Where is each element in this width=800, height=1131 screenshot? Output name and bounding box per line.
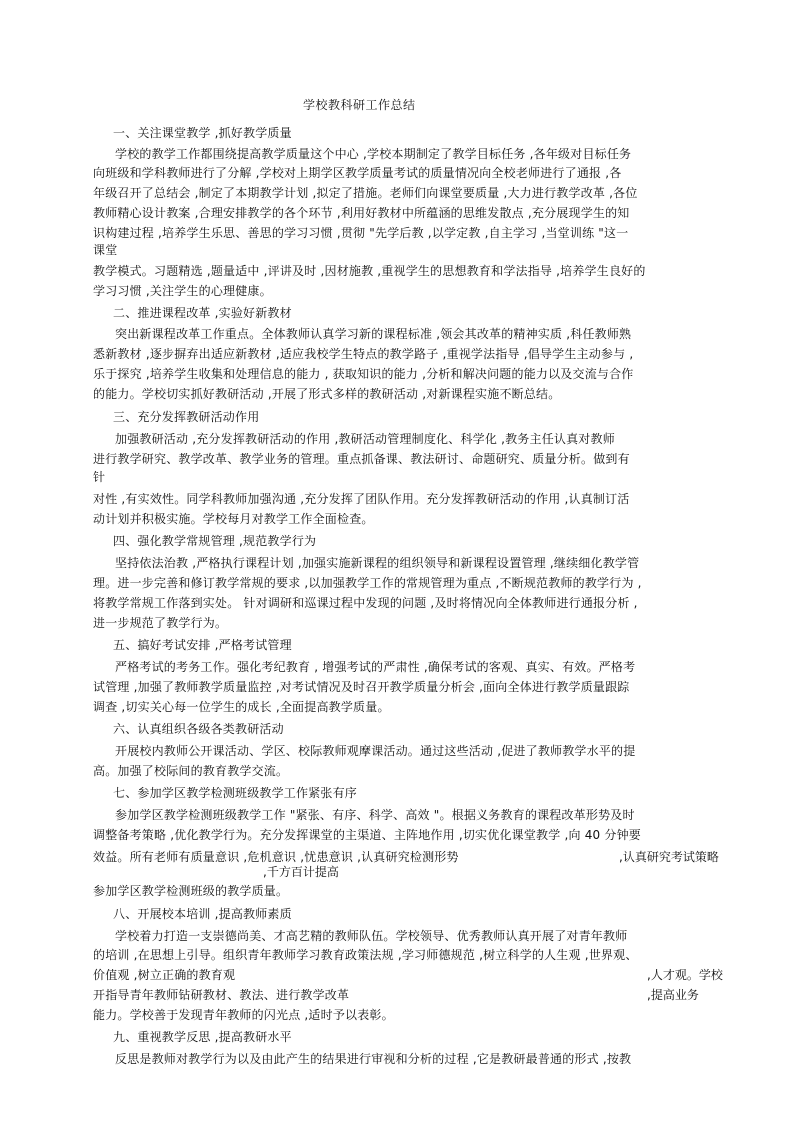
paragraph-line: 针 (93, 470, 106, 484)
paragraph-line: 能力。学校善于发现青年教师的闪光点 ,适时予以表彰。 (93, 1008, 394, 1022)
paragraph-line: 效益。所有老师有质量意识 ,危机意识 ,忧患意识 ,认真研究检测形势 (93, 850, 459, 864)
paragraph-line: 理。进一步完善和修订教学常规的要求 ,以加强教学工作的常规管理为重点 ,不断规范教师的教学行为 , (93, 576, 642, 590)
paragraph-line: 试管理 ,加强了教师教学质量监控 ,对考试情况及时召开教学质量分析会 ,面向全体进行教学质量跟踪 (93, 680, 630, 694)
paragraph-line: 学校的教学工作都围绕提高教学质量这个中心 ,学校本期制定了教学目标任务 ,各年级对目标任务 (115, 147, 632, 161)
section-heading-2: 二、推进课程改革 ,实验好新教材 (113, 306, 292, 320)
paragraph-line: 学校着力打造一支崇德尚美、才高艺精的教师队伍。学校领导、优秀教师认真开展了对青年教师 (115, 929, 628, 943)
section-heading-8: 八、开展校本培训 ,提高教师素质 (113, 907, 292, 921)
paragraph-line-fragment: ,千方百计提高 (263, 865, 339, 879)
paragraph-line: 突出新课程改革工作重点。全体教师认真学习新的课程标准 ,领会其改革的精神实质 ,科任教师熟 (115, 327, 632, 341)
paragraph-line: 加强教研活动 ,充分发挥教研活动的作用 ,教研活动管理制度化、科学化 ,教务主任认真对教师 (115, 432, 615, 446)
paragraph-line: 对性 ,有实效性。同学科教师加强沟通 ,充分发挥了团队作用。充分发挥教研活动的作用 ,认真制订活 (93, 492, 630, 506)
paragraph-line: 教学模式。习题精选 ,题量适中 ,评讲及时 ,因材施教 ,重视学生的思想教育和学法指导 ,培养学生良好的 (93, 264, 646, 278)
paragraph-line: 进行教学研究、教学改革、教学业务的管理。重点抓备课、教法研讨、命题研究、质量分析。做到有 (93, 452, 630, 466)
paragraph-line-right: ,人才观。学校 (647, 968, 723, 982)
paragraph-line: 悉新教材 ,逐步摒弃出适应新教材 ,适应我校学生特点的教学路子 ,重视学法指导 ,倡导学生主动参与 , (93, 347, 634, 361)
document-title: 学校教科研工作总结 (303, 98, 416, 112)
paragraph-line: 参加学区教学检测班级教学工作 "紧张、有序、科学、高效 "。根据义务教育的课程改革形势及时 (115, 808, 635, 822)
paragraph-line: 年级召开了总结会 ,制定了本期教学计划 ,拟定了措施。老师们向课堂要质量 ,大力进行教学改革 ,各位 (93, 186, 638, 200)
paragraph-line: 价值观 ,树立正确的教育观 (93, 968, 236, 982)
section-heading-5: 五、搞好考试安排 ,严格考试管理 (113, 638, 292, 652)
section-heading-1: 一、关注课堂教学 ,抓好教学质量 (113, 126, 292, 140)
paragraph-line: 开指导青年教师钻研教材、教法、进行教学改革 (93, 988, 350, 1002)
paragraph-line: 坚持依法治教 ,严格执行课程计划 ,加强实施新课程的组织领导和新课程设置管理 ,继续细化教学管 (115, 556, 640, 570)
paragraph-line-right: ,认真研究考试策略 (619, 850, 719, 864)
section-heading-9: 九、重视教学反思 ,提高教研水平 (113, 1030, 292, 1044)
paragraph-line: 学习习惯 ,关注学生的心理健康。 (93, 284, 272, 298)
paragraph-line-right: ,提高业务 (647, 988, 699, 1002)
section-heading-7: 七、参加学区教学检测班级教学工作紧张有序 (113, 786, 358, 800)
paragraph-line: 向班级和学科教师进行了分解 ,学校对上期学区教学质量考试的质量情况向全校老师进行了通报 ,各 (93, 166, 622, 180)
paragraph-line: 开展校内教师公开课活动、学区、校际教师观摩课活动。通过这些活动 ,促进了教师教学水平的提 (115, 744, 636, 758)
paragraph-line: 调查 ,切实关心每一位学生的成长 ,全面提高教学质量。 (93, 700, 390, 714)
paragraph-line: 教师精心设计教案 ,合理安排教学的各个环节 ,利用好教材中所蕴涵的思维发散点 ,充分展现学生的知 (93, 206, 630, 220)
section-heading-3: 三、充分发挥教研活动作用 (113, 410, 260, 424)
paragraph-line: 调整备考策略 ,优化教学行为。充分发挥课堂的主渠道、主阵地作用 ,切实优化课堂教学 ,向 40 分钟要 (93, 828, 641, 842)
section-heading-6: 六、认真组织各级各类教研活动 (113, 722, 284, 736)
paragraph-line: 反思是教师对教学行为以及由此产生的结果进行审视和分析的过程 ,它是教研最普通的形式 ,按教 (115, 1052, 632, 1066)
paragraph-line: 将教学常规工作落到实处。 针对调研和巡课过程中发现的问题 ,及时将情况向全体教师进行通报分析 , (93, 596, 638, 610)
paragraph-line: 的培训 ,在思想上引导。组织青年教师学习教育政策法规 ,学习师德规范 ,树立科学的人生观 ,世界观、 (93, 948, 638, 962)
paragraph-line: 严格考试的考务工作。强化考纪教育 , 增强考试的严肃性 ,确保考试的客观、真实、有效。严格考 (115, 660, 636, 674)
paragraph-line: 识构建过程 ,培养学生乐思、善思的学习习惯 ,贯彻 "先学后教 ,以学定教 ,自主学习 ,当堂训练 "这一 (93, 226, 629, 240)
paragraph-line: 进一步规范了教学行为。 (93, 616, 228, 630)
section-heading-4: 四、强化教学常规管理 ,规范教学行为 (113, 534, 317, 548)
paragraph-line: 乐于探究 ,培养学生收集和处理信息的能力 , 获取知识的能力 ,分析和解决问题的能力以及交流与合作 (93, 367, 634, 381)
paragraph-line: 的能力。学校切实抓好教研活动 ,开展了形式多样的教研活动 ,对新课程实施不断总结。 (93, 387, 561, 401)
paragraph-line: 高。加强了校际间的教育教学交流。 (93, 764, 289, 778)
paragraph-line: 动计划并积极实施。学校每月对教学工作全面检查。 (93, 512, 374, 526)
paragraph-line: 课堂 (93, 243, 118, 257)
paragraph-line: 参加学区教学检测班级的教学质量。 (93, 884, 289, 898)
